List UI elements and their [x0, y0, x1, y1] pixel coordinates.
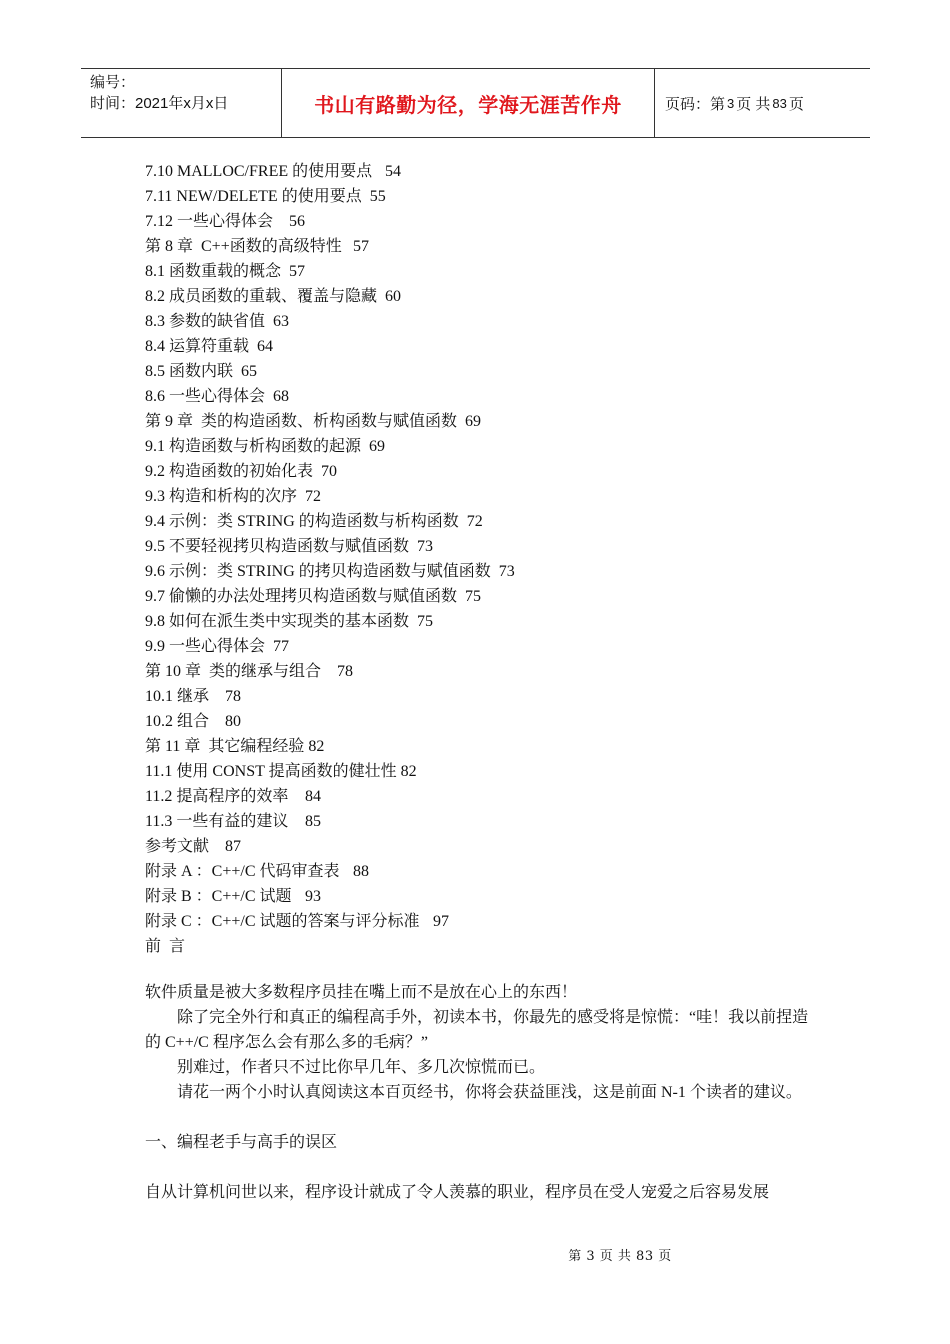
toc-entry: 10.1 继承 78 [145, 688, 241, 705]
toc-entry: 附录 B ：C++/C 试题 93 [145, 888, 321, 905]
table-of-contents [145, 159, 515, 959]
serial-number-label: 编号： [90, 74, 136, 91]
toc-entry: 8.5 函数内联 65 [145, 363, 258, 380]
toc-entry: 8.2 成员函数的重载、覆盖与隐藏 60 [145, 288, 401, 305]
page-header [81, 68, 870, 138]
toc-entry: 9.2 构造函数的初始化表 70 [145, 463, 337, 480]
date-line: 时间：2021年x月x日 [90, 95, 229, 112]
toc-entry: 8.3 参数的缺省值 63 [145, 313, 290, 330]
toc-entry: 参考文献 87 [145, 838, 241, 855]
section-paragraph-1: 自从计算机问世以来，程序设计就成了令人羡慕的职业，程序员在受人宠爱之后容易发展 [145, 1184, 770, 1201]
toc-entry: 10.2 组合 80 [145, 713, 241, 730]
toc-entry: 9.6 示例：类 STRING 的拷贝构造函数与赋值函数 73 [145, 563, 515, 580]
toc-entry: 8.4 运算符重载 64 [145, 338, 273, 355]
page-suffix: 页 [788, 95, 804, 113]
toc-entry: 附录 A ：C++/C 代码审查表 88 [145, 863, 369, 880]
toc-entry: 第 8 章 C++函数的高级特性 57 [145, 238, 369, 255]
toc-entry: 11.2 提高程序的效率 84 [145, 788, 321, 805]
spacer [145, 1105, 810, 1130]
toc-entry: 第 11 章 其它编程经验 82 [145, 738, 325, 755]
preface-paragraph-1: 软件质量是被大多数程序员挂在嘴上而不是放在心上的东西！ [145, 984, 578, 1001]
toc-entry: 9.8 如何在派生类中实现类的基本函数 75 [145, 613, 433, 630]
toc-entry: 11.3 一些有益的建议 85 [145, 813, 321, 830]
header-motto: 书山有路勤为径，学海无涯苦作舟 [282, 69, 655, 137]
toc-entry: 7.12 一些心得体会 56 [145, 213, 305, 230]
page-current: 3 [727, 95, 735, 111]
toc-entry: 8.6 一些心得体会 68 [145, 388, 290, 405]
toc-entry: 9.7 偷懒的办法处理拷贝构造函数与赋值函数 75 [145, 588, 482, 605]
toc-entry: 7.11 NEW/DELETE 的使用要点 55 [145, 188, 386, 205]
page-mid: 页 共 [736, 95, 771, 113]
toc-entry: 9.5 不要轻视拷贝构造函数与赋值函数 73 [145, 538, 433, 555]
page-footer [0, 1245, 950, 1264]
footer-page-number: 第 3 页 共 83 页 [568, 1249, 672, 1264]
preface-paragraph-4: 请花一两个小时认真阅读这本百页经书，你将会获益匪浅，这是前面 N-1 个读者的建议。 [177, 1084, 802, 1101]
toc-entry: 9.3 构造和析构的次序 72 [145, 488, 322, 505]
spacer [145, 1155, 810, 1180]
page-total: 83 [772, 95, 787, 111]
toc-entry: 11.1 使用 CONST 提高函数的健壮性 82 [145, 763, 417, 780]
section-heading: 一、编程老手与高手的误区 [145, 1134, 338, 1151]
toc-entry: 7.10 MALLOC/FREE 的使用要点 54 [145, 163, 401, 180]
toc-entry: 前 言 [145, 938, 186, 955]
header-meta-cell [81, 69, 282, 137]
header-page-number [655, 69, 870, 137]
toc-entry: 9.9 一些心得体会 77 [145, 638, 290, 655]
toc-entry: 第 9 章 类的构造函数、析构函数与赋值函数 69 [145, 413, 482, 430]
preface-body [145, 980, 810, 1205]
toc-entry: 9.4 示例：类 STRING 的构造函数与析构函数 72 [145, 513, 483, 530]
toc-entry: 9.1 构造函数与析构函数的起源 69 [145, 438, 386, 455]
preface-paragraph-2: 除了完全外行和真正的编程高手外，初读本书，你最先的感受将是惊慌：“哇！我以前捏造的 C++/C 程序怎么会有那么多的毛病？” [145, 1009, 809, 1051]
page-prefix: 页码：第 [665, 95, 726, 113]
toc-entry: 附录 C ：C++/C 试题的答案与评分标准 97 [145, 913, 449, 930]
toc-entry: 第 10 章 类的继承与组合 78 [145, 663, 353, 680]
toc-entry: 8.1 函数重载的概念 57 [145, 263, 305, 280]
preface-paragraph-3: 别难过，作者只不过比你早几年、多几次惊慌而已。 [177, 1059, 546, 1076]
